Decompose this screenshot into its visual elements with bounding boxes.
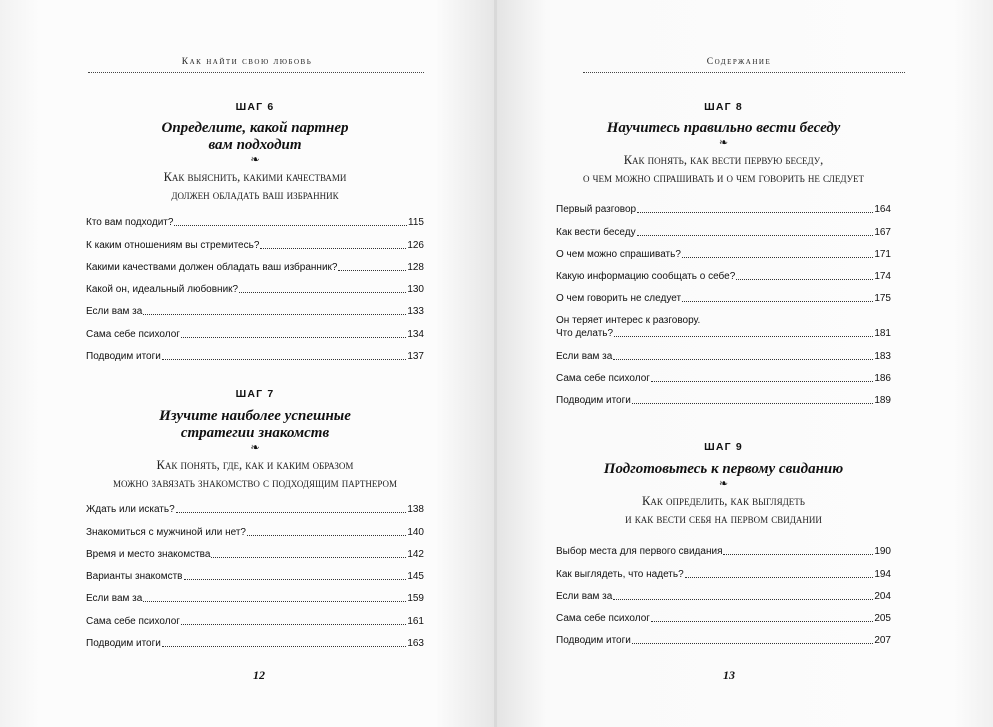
toc-entry-page: 205 (874, 613, 891, 625)
leader-dots (613, 359, 873, 360)
step-title-line: вам подходит (208, 137, 302, 153)
toc-entry-page: 174 (874, 271, 891, 283)
toc-entry-label: Кто вам подходит? (86, 217, 174, 229)
toc-entry-page: 207 (874, 635, 891, 647)
leader-dots (637, 235, 874, 236)
toc-entry-label: Сама себе психолог (86, 328, 180, 340)
toc-entry-label: Сама себе психолог (556, 373, 650, 385)
step-subtitle-line: Как выяснить, какими качествами (163, 170, 347, 184)
step-subtitle-line: Как определить, как выглядеть (642, 494, 805, 508)
leader-dots (637, 212, 873, 213)
toc-entry-label: Первый разговор (556, 204, 637, 216)
toc-entry[interactable] (86, 628, 424, 650)
leader-dots (723, 554, 873, 555)
step-title (86, 408, 424, 442)
toc-entry[interactable] (556, 625, 891, 647)
toc-entry-page: 126 (407, 239, 424, 251)
toc-entry[interactable] (86, 516, 424, 538)
leader-dots (736, 279, 873, 280)
toc-entry-label: О чем можно спрашивать? (556, 248, 681, 260)
leader-dots (682, 257, 873, 258)
leader-dots (613, 599, 873, 600)
step-title (556, 120, 891, 137)
toc-entry-page: 138 (407, 504, 424, 516)
toc-entry-page: 128 (407, 261, 424, 273)
toc-entry-label: Как выглядеть, что надеть? (556, 568, 684, 580)
step-label: ШАГ 7 (235, 388, 275, 400)
fleuron-ornament: ❧ (718, 477, 729, 490)
toc-entry[interactable] (86, 252, 424, 274)
step-subtitle-line: и как вести себя на первом свидании (625, 512, 822, 526)
leader-dots (247, 535, 406, 536)
toc-entry[interactable] (556, 363, 891, 385)
step-title-line: Подготовьтесь к первому свиданию (603, 461, 844, 477)
step-title (556, 461, 891, 478)
toc-entry[interactable] (86, 583, 424, 605)
leader-dots (162, 359, 406, 360)
leader-dots (181, 337, 406, 338)
leader-dots (260, 248, 406, 249)
toc-entry-label: К каким отношениям вы стремитесь? (86, 239, 260, 251)
toc-entry[interactable] (556, 385, 891, 407)
fleuron-ornament: ❧ (250, 441, 260, 454)
toc-entry-page: 190 (874, 546, 891, 558)
step-subtitle-line: Как понять, как вести первую беседу, (623, 153, 824, 167)
leader-dots (338, 270, 406, 271)
toc-entry[interactable] (86, 605, 424, 627)
toc-entry-label: Что делать? (556, 328, 614, 340)
toc-entry[interactable] (556, 283, 891, 305)
running-head: Содержание (706, 57, 772, 67)
toc-entry-label: Подводим итоги (556, 395, 631, 407)
leader-dots (632, 643, 873, 644)
step-subtitle (86, 456, 424, 492)
toc-entry-label: Какой он, идеальный любовник? (86, 284, 239, 296)
toc-entry-page: 142 (407, 548, 424, 560)
toc-entry-page: 161 (407, 615, 424, 627)
toc-entry[interactable] (556, 558, 891, 580)
step-subtitle (556, 151, 891, 187)
leader-dots (614, 336, 873, 337)
toc-entry-page: 163 (407, 638, 424, 650)
step-title-line: Изучите наиболее успешные (159, 408, 351, 424)
toc-entry-page: 133 (407, 306, 424, 318)
step-title (86, 120, 424, 154)
toc-entry-label: Подводим итоги (86, 351, 161, 363)
toc-entry[interactable] (556, 239, 891, 261)
toc-entry-label: Ждать или искать? (86, 504, 175, 516)
toc-entry[interactable] (556, 536, 891, 558)
left-content (86, 0, 424, 727)
step-heading (556, 101, 891, 187)
toc-entry-label: Какими качествами должен обладать ваш избранник? (86, 261, 338, 273)
toc-entry[interactable] (86, 539, 424, 561)
toc-entry-page: 167 (874, 226, 891, 238)
toc-entry[interactable] (86, 494, 424, 516)
toc-entry-page: 181 (874, 328, 891, 340)
toc-entry-page: 171 (874, 248, 891, 260)
toc-entry-page: 194 (874, 568, 891, 580)
toc-entry-page: 145 (407, 571, 424, 583)
toc-entry-label: Как вести беседу (556, 226, 636, 238)
toc-entry[interactable] (556, 194, 891, 216)
leader-dots (176, 512, 407, 513)
toc-entry-label: Время и место знакомства (86, 548, 211, 560)
toc-entry-label: О чем говорить не следует (556, 293, 682, 305)
toc-entry-label: Если вам за (86, 593, 143, 605)
toc-entry-label: Если вам за (556, 590, 613, 602)
toc-entry-label: Знакомиться с мужчиной или нет? (86, 526, 246, 538)
leader-dots (143, 601, 406, 602)
step-heading (86, 388, 424, 492)
toc-entry[interactable] (556, 603, 891, 625)
toc-entry-label: Сама себе психолог (86, 615, 180, 627)
fleuron-ornament: ❧ (718, 136, 729, 149)
toc-entry-page: 164 (874, 204, 891, 216)
toc-entry-label: Сама себе психолог (556, 613, 650, 625)
toc-entry[interactable] (86, 561, 424, 583)
toc-entry-label: Если вам за (86, 306, 143, 318)
left-page (0, 0, 494, 727)
toc-entry-label: Какую информацию сообщать о себе? (556, 271, 736, 283)
leader-dots (181, 624, 406, 625)
step-label: ШАГ 9 (704, 441, 743, 453)
step-subtitle-line: должен обладать ваш избранник (171, 188, 339, 202)
step-title-line: Определите, какой партнер (161, 120, 349, 136)
step-heading (556, 441, 891, 528)
leader-dots (632, 403, 873, 404)
leader-dots (239, 292, 406, 293)
toc-list (556, 536, 891, 647)
step-subtitle-line: Как понять, где, как и каким образом (156, 458, 354, 472)
step-subtitle (556, 492, 891, 528)
leader-dots (651, 621, 873, 622)
toc-entry[interactable] (556, 340, 891, 362)
toc-entry-page: 175 (874, 293, 891, 305)
step-heading (86, 101, 424, 204)
toc-entry-page: 204 (874, 590, 891, 602)
toc-entry-label: Подводим итоги (86, 638, 161, 650)
toc-entry-label: Варианты знакомств (86, 571, 183, 583)
toc-entry[interactable] (86, 229, 424, 251)
leader-dots (184, 579, 407, 580)
step-title-line: стратегии знакомств (180, 425, 330, 441)
step-subtitle-line: можно завязать знакомство с подходящим партнером (113, 476, 397, 490)
toc-entry-page: 189 (874, 395, 891, 407)
toc-entry-page: 115 (408, 217, 424, 229)
toc-entry-label-first-line: Он теряет интерес к разговору. (556, 315, 701, 327)
toc-entry-page: 130 (407, 284, 424, 296)
leader-dots (682, 301, 873, 302)
running-head: Как найти свою любовь (181, 57, 313, 67)
leader-dots (211, 557, 406, 558)
leader-dots (685, 577, 874, 578)
fleuron-ornament: ❧ (250, 153, 260, 166)
leader-dots (162, 646, 406, 647)
step-subtitle-line: о чем можно спрашивать и о чем говорить не следует (582, 171, 865, 185)
toc-list (556, 194, 891, 407)
toc-entry-page: 134 (407, 328, 424, 340)
toc-entry[interactable] (556, 314, 891, 340)
toc-list (86, 494, 424, 650)
toc-entry[interactable] (86, 318, 424, 340)
toc-entry-page: 140 (407, 526, 424, 538)
step-subtitle (86, 168, 424, 204)
toc-entry-second-line (556, 327, 891, 340)
step-label: ШАГ 6 (235, 101, 275, 113)
step-label: ШАГ 8 (704, 101, 743, 113)
toc-entry[interactable] (556, 261, 891, 283)
page-number: 13 (723, 668, 735, 682)
toc-entry-label: Выбор места для первого свидания (556, 546, 723, 558)
right-content (556, 0, 891, 727)
toc-entry[interactable] (86, 274, 424, 296)
toc-entry-page: 183 (874, 350, 891, 362)
toc-entry[interactable] (556, 581, 891, 603)
toc-entry[interactable] (86, 341, 424, 363)
leader-dots (174, 225, 407, 226)
right-page (497, 0, 993, 727)
step-title-line: Научитесь правильно вести беседу (606, 120, 841, 136)
leader-dots (143, 314, 406, 315)
leader-dots (651, 381, 873, 382)
page-number: 12 (253, 668, 265, 682)
toc-entry-label: Подводим итоги (556, 635, 631, 647)
toc-entry-label: Если вам за (556, 350, 613, 362)
toc-entry-page: 159 (407, 593, 424, 605)
toc-entry[interactable] (86, 207, 424, 229)
toc-entry[interactable] (556, 216, 891, 238)
toc-list (86, 207, 424, 363)
toc-entry-page: 186 (874, 373, 891, 385)
toc-entry-page: 137 (407, 351, 424, 363)
toc-entry[interactable] (86, 296, 424, 318)
